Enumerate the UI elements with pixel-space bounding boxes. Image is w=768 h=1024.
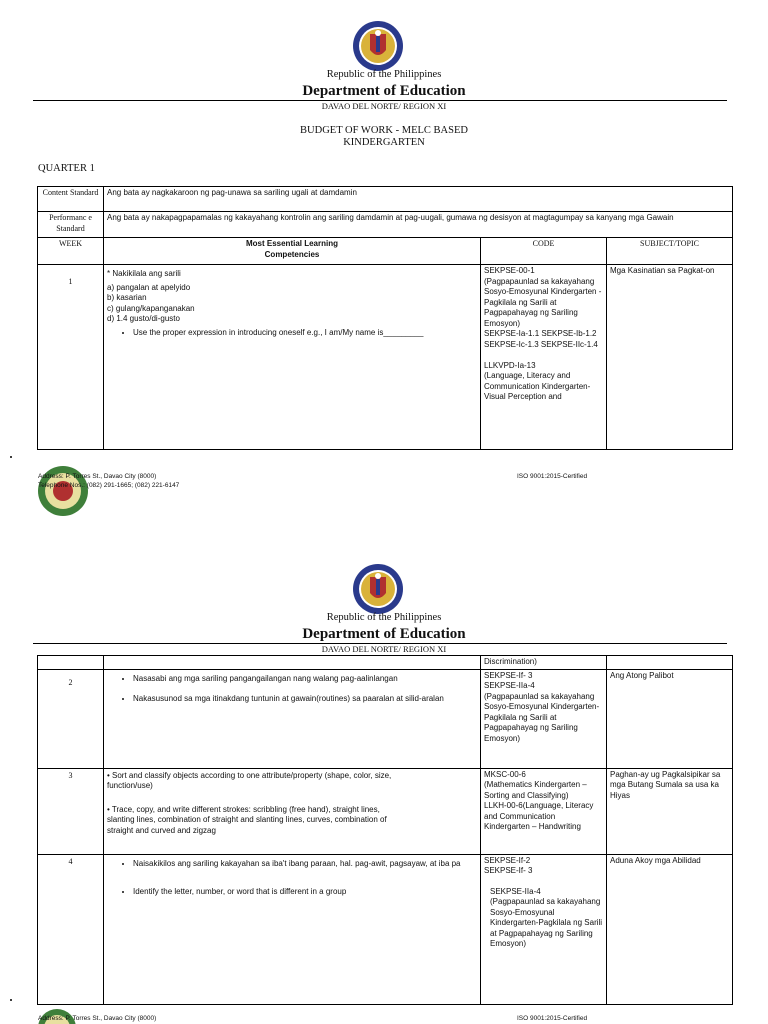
melc-header [104,238,481,265]
week-number: 3 [38,768,104,854]
table-row-week4 [38,854,733,1004]
code-cell: MKSC-00-6 (Mathematics Kindergarten – Sorting and Classifying) LLKH-00-6(Language, Literacy and Communication Kindergarten – Handwriting [481,768,607,854]
margin-mark [10,999,12,1001]
melc-bullet: • Nasasabi ang mga sariling pangangailangan nang walang pag-aalinlangan [133,674,463,685]
table-row-week1 [38,265,733,450]
footer-address: Address: P. Torres St., Davao City (8000) [38,473,157,480]
division-text: DAVAO DEL NORTE/ REGION XI [321,101,447,111]
footer-iso: ISO 9001:2015-Certified [517,1015,588,1022]
margin-mark [10,456,12,458]
code-cell: SEKPSE-00-1 (Pagpapaunlad sa kakayahang Sosyo-Emosyunal Kindergarten - Pagkilala ng Sarili at Pagpapahayag ng Sariling Emosyon) SEKPSE-Ia-1.1 SEKPSE-Ib-1.2 SEKPSE-Ic-1.3 SEKPSE-IIc-1.4 LLKVPD-Ia-13 (Language, Literacy and Communication Kindergarten- Visual Perception and [481,265,607,450]
division-text: DAVAO DEL NORTE/ REGION XI [321,644,447,654]
code-cell: Discrimination) [481,656,607,670]
performance-standard-label: Performanc e Standard [38,212,104,238]
subject-header: SUBJECT/TOPIC [607,238,733,265]
quarter-label: QUARTER 1 [38,163,95,174]
footer-iso: ISO 9001:2015-Certified [517,473,588,480]
footer-telephone: Telephone Nos.: (082) 291-1665; (082) 221-6147 [38,482,180,489]
footer-address: Address: P. Torres St., Davao City (8000) [38,1015,157,1022]
deped-seal-icon [352,20,404,72]
department-title: Department of Education [302,626,466,642]
bow-table-page2 [37,655,733,1005]
melc-bullet: • Identify the letter, number, or word that is different in a group [133,887,463,898]
table-row-continued [38,656,733,670]
melc-header-line1: Most Essential Learning [245,239,339,248]
melc-bullet: • Nakasusunod sa mga itinakdang tuntunin at gawain(routines) sa paaralan at silid-aralan [133,694,463,705]
melc-items: a) pangalan at apelyido b) kasarian c) gulang/kapanganakan d) 1.4 gusto/di-gusto [107,282,195,323]
code-cell: SEKPSE-If- 3 SEKPSE-IIa-4 (Pagpapaunlad sa kakayahang Sosyo-Emosyunal Kindergarten-Pagkilala ng Sarili at Pagpapahayag ng Sariling Emosyon) [481,669,607,768]
republic-text: Republic of the Philippines [326,612,442,623]
deped-seal-icon [352,563,404,615]
department-title: Department of Education [302,83,466,99]
republic-text: Republic of the Philippines [326,69,442,80]
code-cell [481,854,607,1004]
melc-intro: * Nakikilala ang sarili [107,269,181,278]
melc-cell [104,656,481,670]
melc-cell [104,854,481,1004]
performance-standard-text: Ang bata ay nakapagpapamalas ng kakayahang kontrolin ang sariling damdamin at pag-uugali, gumawa ng desisyon at magtagumpay sa kanyang mga Gawain [104,212,733,238]
table-row-week2 [38,669,733,768]
content-standard-label: Content Standard [38,187,104,212]
table-row-week3 [38,768,733,854]
bow-table-page1 [37,186,733,450]
subject-cell: Aduna Akoy mga Abilidad [607,854,733,1004]
melc-text: • Sort and classify objects according to one attribute/property (shape, color, size, function/use) [107,770,392,790]
week-number: 1 [38,265,104,450]
subject-cell: Paghan-ay ug Pagkalsipikar sa mga Butang Sumala sa usa ka Hiyas [607,768,733,854]
melc-cell [104,265,481,450]
subject-cell: Mga Kasinatian sa Pagkat-on [607,265,733,450]
melc-cell [104,768,481,854]
week-cell [38,656,104,670]
melc-header-line2: Competencies [264,249,320,259]
code-text: SEKPSE-IIa-4 (Pagpapaunlad sa kakayahang Sosyo-Emosyunal Kindergarten-Pagkilala ng Sarili at Pagpapahayag ng Sariling Emosyon) [490,886,603,948]
code-header: CODE [481,238,607,265]
doc-title-1: BUDGET OF WORK - MELC BASED [300,125,468,136]
melc-bullet: • Use the proper expression in introducing oneself e.g., I am/My name is_________ [133,328,463,339]
week-header: WEEK [38,238,104,265]
doc-title-2: KINDERGARTEN [343,137,425,148]
content-standard-text: Ang bata ay nagkakaroon ng pag-unawa sa sariling ugali at damdamin [104,187,733,212]
melc-text: • Trace, copy, and write different strokes: scribbling (free hand), straight lines, slanting lines, combination of straight and slanting lines, curves, combination of straight and curved and zigzag [107,804,387,835]
melc-bullet: • Naisakikilos ang sariling kakayahan sa iba't ibang paraan, hal. pag-awit, pagsayaw, at iba pa [133,859,463,870]
week-number: 4 [38,854,104,1004]
code-top: SEKPSE-If-2 SEKPSE-If- 3 [484,855,533,875]
melc-cell [104,669,481,768]
week-number: 2 [38,669,104,768]
subject-cell [607,656,733,670]
subject-cell: Ang Atong Palibot [607,669,733,768]
